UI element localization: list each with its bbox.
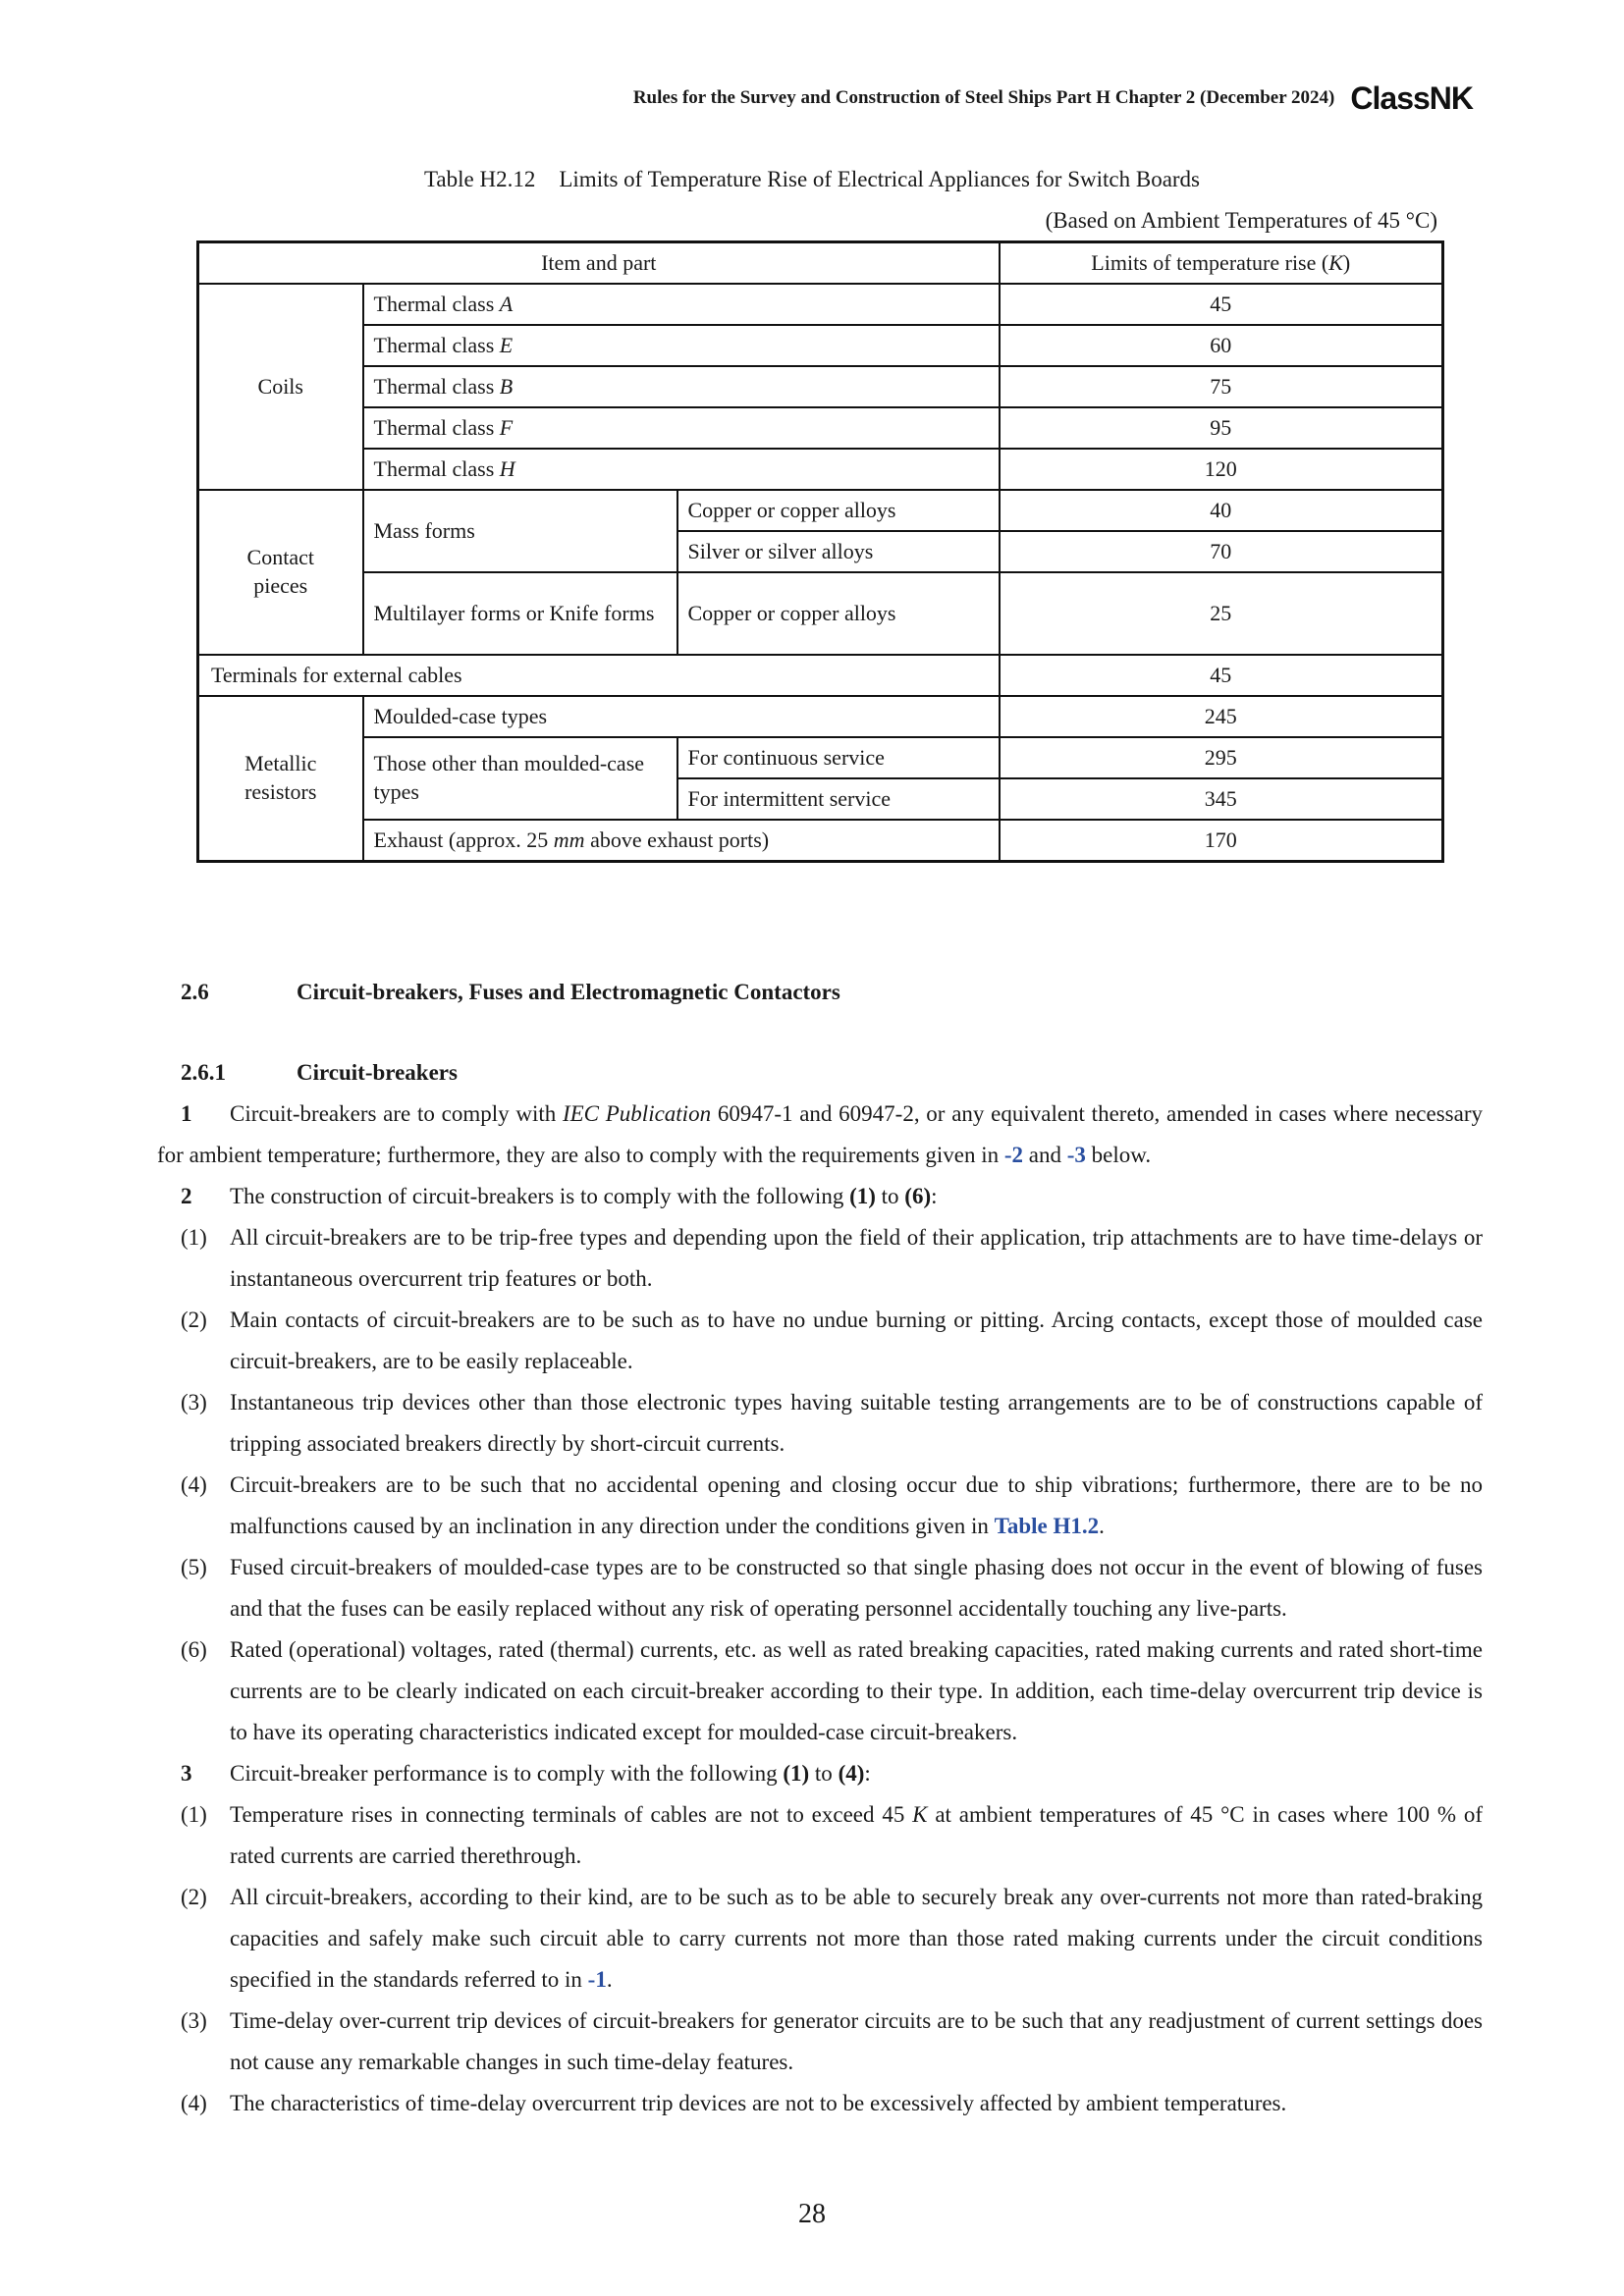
paragraph-2 [157, 1176, 1483, 1217]
list-item [157, 1382, 1483, 1465]
coil-class-h [363, 449, 1000, 490]
ref-link[interactable]: -2 [1003, 1143, 1024, 1167]
coil-class-a-value: 45 [1000, 284, 1443, 325]
item-number: (1) [181, 1225, 207, 1250]
text: . [1099, 1514, 1105, 1538]
item-text: Instantaneous trip devices other than those electronic types having suitable testing arrangements are to be of constructions capable of tripping associated breakers directly by short-circuit currents. [230, 1390, 1483, 1456]
item-ref: (4) [838, 1761, 865, 1786]
metallic-resistors-label [198, 696, 363, 862]
coil-class-letter: B [499, 373, 514, 399]
section-heading [157, 972, 1483, 1013]
header-limits-unit: K [1328, 249, 1343, 275]
coil-class-prefix: Thermal class [373, 414, 500, 440]
item-text: Fused circuit-breakers of moulded-case types are to be constructed so that single phasing does not occur in the event of blowing of fuses and that the fuses can be easily replaced without any risk of operating personnel accidentally touching any live-parts. [230, 1555, 1483, 1621]
mass-forms: Mass forms [363, 490, 677, 572]
header-limits [1000, 242, 1443, 285]
coil-class-b [363, 366, 1000, 407]
coil-class-letter: H [499, 455, 515, 481]
coil-class-letter: E [499, 332, 514, 357]
text: : [864, 1761, 871, 1786]
list-item [157, 1794, 1483, 1877]
item-number: (3) [181, 1390, 207, 1415]
item-ref: (1) [849, 1184, 876, 1208]
silver-alloys-value: 70 [1000, 531, 1443, 572]
exhaust-prefix: Exhaust (approx. 25 [373, 827, 554, 852]
copper-alloys-2-value: 25 [1000, 572, 1443, 655]
list-item [157, 1877, 1483, 2001]
table-header-row [198, 242, 1443, 285]
table-caption [0, 167, 1624, 192]
table-row [198, 490, 1443, 531]
item-ref: (1) [783, 1761, 810, 1786]
table-row [198, 325, 1443, 366]
text: : [931, 1184, 938, 1208]
contact-pieces-label [198, 490, 363, 655]
list-item [157, 1217, 1483, 1300]
table-row [198, 655, 1443, 696]
item-ref: (6) [904, 1184, 932, 1208]
copper-alloys-1-value: 40 [1000, 490, 1443, 531]
unit: K [912, 1802, 928, 1827]
ref-link[interactable]: -1 [587, 1967, 607, 1992]
text: Circuit-breaker performance is to comply with the following [230, 1761, 784, 1786]
table-row [198, 820, 1443, 862]
exhaust-value: 170 [1000, 820, 1443, 862]
text: to [809, 1761, 839, 1786]
item-text: All circuit-breakers are to be trip-free types and depending upon the field of their application, trip attachments are to have time-delays or instantaneous overcurrent trip features or both. [230, 1225, 1483, 1291]
text: to [875, 1184, 905, 1208]
list-item [157, 1300, 1483, 1382]
coils-label: Coils [198, 284, 363, 490]
header-limits-suffix: ) [1342, 249, 1351, 275]
coil-class-e-value: 60 [1000, 325, 1443, 366]
intermittent-service: For intermittent service [677, 778, 1000, 820]
page-number: 28 [798, 2199, 826, 2229]
silver-alloys: Silver or silver alloys [677, 531, 1000, 572]
item-text: Time-delay over-current trip devices of circuit-breakers for generator circuits are to be such that any readjustment of current settings does not cause any remarkable changes in such time-delay features. [230, 2008, 1483, 2074]
table-row [198, 696, 1443, 737]
header-title: Rules for the Survey and Construction of Steel Ships Part H Chapter 2 (December 2024) [632, 87, 1335, 108]
coil-class-f-value: 95 [1000, 407, 1443, 449]
paragraph-number: 1 [181, 1101, 192, 1126]
coil-class-letter: F [499, 414, 514, 440]
paragraph-number: 2 [181, 1184, 192, 1208]
text: Circuit-breakers are to comply with [230, 1101, 563, 1126]
subsection-number: 2.6.1 [181, 1060, 226, 1085]
publication-name: IEC Publication [562, 1101, 712, 1126]
item-number: (1) [181, 1802, 207, 1827]
exhaust-unit: mm [553, 827, 585, 852]
item-text: Temperature rises in connecting terminals of cables are not to exceed 45 [230, 1802, 913, 1827]
subsection-title: Circuit-breakers [297, 1060, 458, 1085]
table-ref-link[interactable]: Table H1.2 [994, 1514, 1100, 1538]
text: below. [1085, 1143, 1152, 1167]
text: The construction of circuit-breakers is to comply with the following [230, 1184, 850, 1208]
resistors-label-line1: Metallic [244, 751, 317, 776]
list-item [157, 1629, 1483, 1753]
coil-class-e [363, 325, 1000, 366]
continuous-service: For continuous service [677, 737, 1000, 778]
table-row [198, 737, 1443, 778]
exhaust-suffix: above exhaust ports) [584, 827, 770, 852]
item-number: (4) [181, 2091, 207, 2115]
intermittent-service-value: 345 [1000, 778, 1443, 820]
coil-class-b-value: 75 [1000, 366, 1443, 407]
text: 60947-1 and 60947-2, or any equivalent thereto, amended in cases where necessary for ambient temperature; furthermore, they are also to comply with the requirements given in [157, 1101, 1483, 1167]
terminals-value: 45 [1000, 655, 1443, 696]
moulded-case-types: Moulded-case types [363, 696, 1000, 737]
header-item-and-part: Item and part [198, 242, 1000, 285]
moulded-case-value: 245 [1000, 696, 1443, 737]
text: . [606, 1967, 613, 1992]
coil-class-prefix: Thermal class [373, 373, 500, 399]
table-row [198, 449, 1443, 490]
text: and [1023, 1143, 1067, 1167]
item-text: The characteristics of time-delay overcurrent trip devices are not to be excessively affected by ambient temperatures. [230, 2091, 1287, 2115]
paragraph-3 [157, 1753, 1483, 1794]
multilayer-forms: Multilayer forms or Knife forms [363, 572, 677, 655]
item-text: Rated (operational) voltages, rated (thermal) currents, etc. as well as rated breaking capacities, rated making currents and rated short-time currents are to be clearly indicated on each circuit-breaker according to their type. In addition, each time-delay overcurrent trip device is to have its operating characteristics indicated except for moulded-case circuit-breakers. [230, 1637, 1483, 1744]
terminals-label: Terminals for external cables [198, 655, 1000, 696]
coil-class-prefix: Thermal class [373, 332, 500, 357]
exhaust [363, 820, 1000, 862]
copper-alloys-1: Copper or copper alloys [677, 490, 1000, 531]
contact-label-line2: pieces [253, 573, 308, 598]
item-text: Main contacts of circuit-breakers are to be such as to have no undue burning or pitting. Arcing contacts, except those of moulded case circuit-breakers, are to be easily replaceable. [230, 1308, 1483, 1373]
table-row [198, 366, 1443, 407]
other-than-moulded: Those other than moulded-case types [363, 737, 677, 820]
section-title: Circuit-breakers, Fuses and Electromagnetic Contactors [297, 980, 840, 1004]
resistors-label-line2: resistors [244, 779, 317, 804]
item-number: (4) [181, 1472, 207, 1497]
copper-alloys-2: Copper or copper alloys [677, 572, 1000, 655]
table-caption-number: Table H2.12 [423, 167, 536, 191]
coil-class-prefix: Thermal class [373, 455, 500, 481]
continuous-service-value: 295 [1000, 737, 1443, 778]
table-row [198, 407, 1443, 449]
item-text: Circuit-breakers are to be such that no accidental opening and closing occur due to ship vibrations; furthermore, there are to be no malfunctions caused by an inclination in any direction under the conditions given in [230, 1472, 1483, 1538]
subsection-heading [157, 1052, 1483, 1094]
item-number: (3) [181, 2008, 207, 2033]
classnk-logo: ClassNK [1350, 80, 1473, 116]
list-item [157, 2001, 1483, 2083]
item-number: (5) [181, 1555, 207, 1579]
contact-label-line1: Contact [246, 545, 314, 570]
coil-class-f [363, 407, 1000, 449]
text: at ambient temperatures of 45 °C in cases where 100 % of rated currents are carried therethrough. [230, 1802, 1483, 1868]
item-number: (6) [181, 1637, 207, 1662]
list-item [157, 1465, 1483, 1547]
list-item [157, 2083, 1483, 2124]
item-text: All circuit-breakers, according to their kind, are to be such as to be able to securely break any over-currents not more than rated-braking capacities and safely make such circuit able to carry currents not more than those rated making currents under the circuit conditions specified in the standards referred to in [230, 1885, 1483, 1992]
coil-class-prefix: Thermal class [373, 291, 500, 316]
coil-class-h-value: 120 [1000, 449, 1443, 490]
ref-link[interactable]: -3 [1066, 1143, 1086, 1167]
body-content [157, 972, 1483, 2124]
table-subcaption: (Based on Ambient Temperatures of 45 °C) [1045, 208, 1437, 233]
list-item [157, 1547, 1483, 1629]
page-header [550, 79, 1473, 118]
table-row [198, 572, 1443, 655]
paragraph-1 [157, 1094, 1483, 1176]
paragraph-number: 3 [181, 1761, 192, 1786]
coil-class-a [363, 284, 1000, 325]
table-caption-title: Limits of Temperature Rise of Electrical Appliances for Switch Boards [559, 167, 1201, 191]
temperature-rise-table [196, 240, 1444, 863]
coil-class-letter: A [499, 291, 514, 316]
table-row [198, 284, 1443, 325]
item-number: (2) [181, 1885, 207, 1909]
section-number: 2.6 [181, 980, 209, 1004]
header-limits-text: Limits of temperature rise ( [1091, 249, 1329, 275]
item-number: (2) [181, 1308, 207, 1332]
